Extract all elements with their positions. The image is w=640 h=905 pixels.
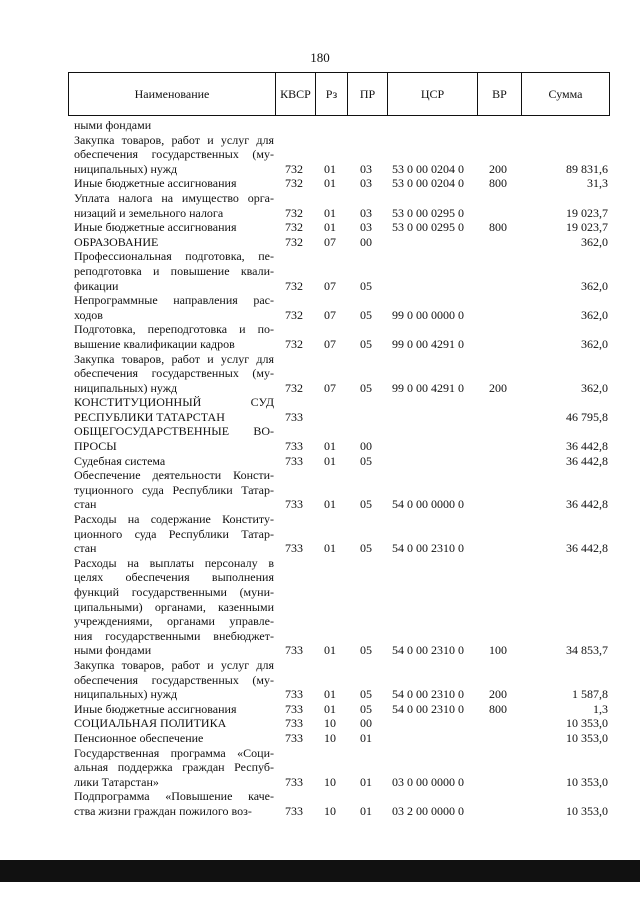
table-row: [68, 322, 610, 351]
row-pr: 00: [360, 234, 372, 249]
row-name-line: Непрограммные направления рас-: [74, 293, 274, 308]
table-row: [68, 454, 610, 469]
row-name: [68, 220, 274, 235]
row-name: [68, 176, 274, 191]
row-vr: 800: [489, 701, 507, 716]
row-name: [68, 191, 274, 220]
row-name-line: Обеспечение деятельности Консти-: [74, 468, 274, 483]
row-kvsr: 733: [285, 687, 303, 702]
row-csr: 54 0 00 2310 0: [392, 701, 464, 716]
row-name-line: обеспечения государственных (му-: [74, 366, 274, 381]
row-rz: 01: [324, 687, 336, 702]
row-rz: 01: [324, 701, 336, 716]
row-csr: 53 0 00 0204 0: [392, 176, 464, 191]
row-rz: 10: [324, 730, 336, 745]
row-pr: 05: [360, 541, 372, 556]
row-name-line: Уплата налога на имущество орга-: [74, 190, 274, 205]
row-vr: 100: [489, 643, 507, 658]
row-name-line: СОЦИАЛЬНАЯ ПОЛИТИКА: [74, 716, 227, 731]
row-name-line: туционного суда Республики Татар-: [74, 482, 274, 497]
header-vr: ВР: [477, 73, 521, 115]
table-row: [68, 293, 610, 322]
row-rz: 01: [324, 161, 336, 176]
row-kvsr: 732: [285, 161, 303, 176]
row-rz: 01: [324, 497, 336, 512]
row-csr: 03 2 00 0000 0: [392, 803, 464, 818]
row-name: [68, 235, 274, 250]
row-name-line: обеспечения государственных (му-: [74, 147, 274, 162]
row-csr: 54 0 00 2310 0: [392, 643, 464, 658]
row-name-line: Закупка товаров, работ и услуг для: [74, 132, 274, 147]
header-csr: ЦСР: [387, 73, 477, 115]
row-name-line: альная поддержка граждан Респуб-: [74, 760, 274, 775]
table-row: [68, 220, 610, 235]
row-name-line: Профессиональная подготовка, пе-: [74, 249, 274, 264]
row-pr: 05: [360, 453, 372, 468]
row-pr: 00: [360, 439, 372, 454]
row-sum: 1,3: [593, 701, 608, 716]
row-pr: 05: [360, 687, 372, 702]
row-name: [68, 249, 274, 293]
table-header: [68, 72, 610, 116]
row-kvsr: 733: [285, 716, 303, 731]
row-pr: 01: [360, 730, 372, 745]
row-sum: 10 353,0: [566, 730, 608, 745]
row-kvsr: 732: [285, 307, 303, 322]
row-pr: 05: [360, 497, 372, 512]
row-sum: 362,0: [581, 278, 608, 293]
row-csr: 99 0 00 4291 0: [392, 380, 464, 395]
row-name-line: ными фондами: [74, 643, 152, 658]
row-pr: 03: [360, 205, 372, 220]
row-csr: 54 0 00 2310 0: [392, 541, 464, 556]
row-pr: 03: [360, 161, 372, 176]
row-rz: 07: [324, 234, 336, 249]
row-name-line: ходов: [74, 307, 103, 322]
row-name-line: ства жизни граждан пожилого воз-: [74, 803, 252, 818]
row-sum: 36 442,8: [566, 439, 608, 454]
row-sum: 46 795,8: [566, 409, 608, 424]
row-kvsr: 733: [285, 541, 303, 556]
table-row: [68, 249, 610, 293]
table-row: [68, 176, 610, 191]
row-name: [68, 746, 274, 790]
row-name-line: Закупка товаров, работ и услуг для: [74, 351, 274, 366]
row-name: [68, 352, 274, 396]
row-name: [68, 716, 274, 731]
row-name-line: ниципальных) нужд: [74, 161, 178, 176]
row-kvsr: 732: [285, 220, 303, 235]
row-name-line: Иные бюджетные ассигнования: [74, 220, 237, 235]
table-row: [68, 731, 610, 746]
row-name-line: ципальными) органами, казенными: [74, 599, 274, 614]
row-name-line: ния государственными внебюджет-: [74, 628, 274, 643]
row-rz: 10: [324, 774, 336, 789]
row-kvsr: 733: [285, 643, 303, 658]
row-name-line: низаций и земельного налога: [74, 205, 224, 220]
row-kvsr: 732: [285, 205, 303, 220]
row-name-line: ниципальных) нужд: [74, 380, 178, 395]
table-row: [68, 702, 610, 717]
table-row: [68, 133, 610, 177]
scan-edge-bar: [0, 860, 640, 882]
row-name-line: Закупка товаров, работ и услуг для: [74, 657, 274, 672]
row-name-line: целях обеспечения выполнения: [74, 570, 274, 585]
row-csr: 54 0 00 0000 0: [392, 497, 464, 512]
row-sum: 19 023,7: [566, 205, 608, 220]
row-sum: 362,0: [581, 234, 608, 249]
row-pr: 05: [360, 380, 372, 395]
row-sum: 10 353,0: [566, 803, 608, 818]
row-vr: 800: [489, 176, 507, 191]
row-name: [68, 424, 274, 453]
row-pr: 00: [360, 716, 372, 731]
row-pr: 05: [360, 643, 372, 658]
table-row: [68, 556, 610, 658]
row-sum: 89 831,6: [566, 161, 608, 176]
row-rz: 07: [324, 380, 336, 395]
row-pr: 05: [360, 278, 372, 293]
header-pr: ПР: [347, 73, 387, 115]
row-name: [68, 454, 274, 469]
table-row: [68, 395, 610, 424]
row-name-line: ными фондами: [74, 118, 152, 132]
row-csr: 53 0 00 0295 0: [392, 205, 464, 220]
row-name-line: функций государственными (муни-: [74, 585, 274, 599]
row-name: [68, 512, 274, 556]
row-csr: 99 0 00 4291 0: [392, 336, 464, 351]
row-name-line: Государственная программа «Соци-: [74, 745, 274, 760]
row-rz: 10: [324, 716, 336, 731]
row-name: [68, 731, 274, 746]
row-sum: 10 353,0: [566, 716, 608, 731]
row-name: [68, 468, 274, 512]
row-name-line: реподготовка и повышение квали-: [74, 263, 274, 278]
row-name-line: лики Татарстан»: [74, 774, 159, 789]
table-row: [68, 468, 610, 512]
table-row: [68, 118, 610, 133]
table-row: [68, 746, 610, 790]
row-pr: 01: [360, 774, 372, 789]
row-csr: 54 0 00 2310 0: [392, 687, 464, 702]
row-kvsr: 732: [285, 278, 303, 293]
row-rz: 01: [324, 541, 336, 556]
row-name: [68, 322, 274, 351]
row-name-line: ционного суда Республики Татар-: [74, 526, 274, 541]
row-sum: 36 442,8: [566, 453, 608, 468]
row-pr: 03: [360, 176, 372, 191]
table-row: [68, 512, 610, 556]
row-kvsr: 733: [285, 701, 303, 716]
row-sum: 36 442,8: [566, 497, 608, 512]
row-name-line: Иные бюджетные ассигнования: [74, 701, 237, 716]
header-kvsr: КВСР: [275, 73, 315, 115]
row-rz: 07: [324, 336, 336, 351]
row-name-line: ниципальных) нужд: [74, 687, 178, 702]
row-rz: 10: [324, 803, 336, 818]
row-csr: 03 0 00 0000 0: [392, 774, 464, 789]
row-name-line: Расходы на содержание Конститу-: [74, 512, 274, 527]
table-row: [68, 191, 610, 220]
row-name-line: РЕСПУБЛИКИ ТАТАРСТАН: [74, 409, 225, 424]
row-rz: 01: [324, 439, 336, 454]
row-vr: 200: [489, 161, 507, 176]
row-pr: 05: [360, 336, 372, 351]
table-row: [68, 352, 610, 396]
table-row: [68, 424, 610, 453]
row-name-line: ОБЩЕГОСУДАРСТВЕННЫЕ ВО-: [74, 424, 274, 439]
row-kvsr: 733: [285, 803, 303, 818]
row-csr: 99 0 00 0000 0: [392, 307, 464, 322]
header-name: Наименование: [134, 87, 210, 101]
row-name: [68, 702, 274, 717]
row-name-line: обеспечения государственных (му-: [74, 672, 274, 687]
row-kvsr: 733: [285, 774, 303, 789]
row-name-line: стан: [74, 497, 97, 512]
header-sum: Сумма: [521, 73, 609, 115]
row-kvsr: 732: [285, 234, 303, 249]
row-sum: 19 023,7: [566, 220, 608, 235]
row-rz: 07: [324, 278, 336, 293]
row-rz: 01: [324, 220, 336, 235]
row-name-line: Судебная система: [74, 453, 166, 468]
row-name: [68, 133, 274, 177]
row-name-line: Пенсионное обеспечение: [74, 730, 204, 745]
row-name: [68, 395, 274, 424]
row-kvsr: 732: [285, 336, 303, 351]
row-kvsr: 733: [285, 453, 303, 468]
row-name-line: вышение квалификации кадров: [74, 336, 235, 351]
row-kvsr: 733: [285, 439, 303, 454]
row-name-line: Иные бюджетные ассигнования: [74, 176, 237, 191]
row-sum: 36 442,8: [566, 541, 608, 556]
row-name-line: учреждениями, органами управле-: [74, 614, 274, 629]
table-body: [68, 118, 610, 819]
row-sum: 362,0: [581, 336, 608, 351]
row-name-line: КОНСТИТУЦИОННЫЙ СУД: [74, 395, 274, 410]
row-sum: 1 587,8: [572, 687, 608, 702]
row-sum: 31,3: [587, 176, 608, 191]
row-name-line: стан: [74, 541, 97, 556]
row-rz: 01: [324, 205, 336, 220]
row-name-line: фикации: [74, 278, 119, 293]
table-row: [68, 235, 610, 250]
row-name: [68, 658, 274, 702]
row-sum: 10 353,0: [566, 774, 608, 789]
row-rz: 01: [324, 643, 336, 658]
row-sum: 362,0: [581, 307, 608, 322]
table-row: [68, 658, 610, 702]
row-name-line: Расходы на выплаты персоналу в: [74, 555, 274, 570]
row-name-line: Подготовка, переподготовка и по-: [74, 322, 274, 337]
row-name: [68, 118, 274, 133]
row-name: [68, 556, 274, 658]
row-kvsr: 733: [285, 497, 303, 512]
row-pr: 03: [360, 220, 372, 235]
row-kvsr: 733: [285, 730, 303, 745]
row-csr: 53 0 00 0204 0: [392, 161, 464, 176]
row-csr: 53 0 00 0295 0: [392, 220, 464, 235]
row-pr: 05: [360, 701, 372, 716]
row-kvsr: 732: [285, 380, 303, 395]
row-sum: 34 853,7: [566, 643, 608, 658]
row-pr: 01: [360, 803, 372, 818]
row-sum: 362,0: [581, 380, 608, 395]
row-rz: 01: [324, 176, 336, 191]
row-pr: 05: [360, 307, 372, 322]
row-name-line: ОБРАЗОВАНИЕ: [74, 234, 159, 249]
table-row: [68, 789, 610, 818]
row-kvsr: 733: [285, 409, 303, 424]
row-rz: 01: [324, 453, 336, 468]
row-vr: 200: [489, 687, 507, 702]
header-rz: Рз: [315, 73, 347, 115]
row-vr: 200: [489, 380, 507, 395]
row-rz: 07: [324, 307, 336, 322]
row-kvsr: 732: [285, 176, 303, 191]
row-name-line: ПРОСЫ: [74, 439, 117, 454]
table-row: [68, 716, 610, 731]
row-name: [68, 789, 274, 818]
page-number: 180: [310, 50, 330, 65]
row-vr: 800: [489, 220, 507, 235]
row-name: [68, 293, 274, 322]
row-name-line: Подпрограмма «Повышение каче-: [74, 789, 274, 804]
